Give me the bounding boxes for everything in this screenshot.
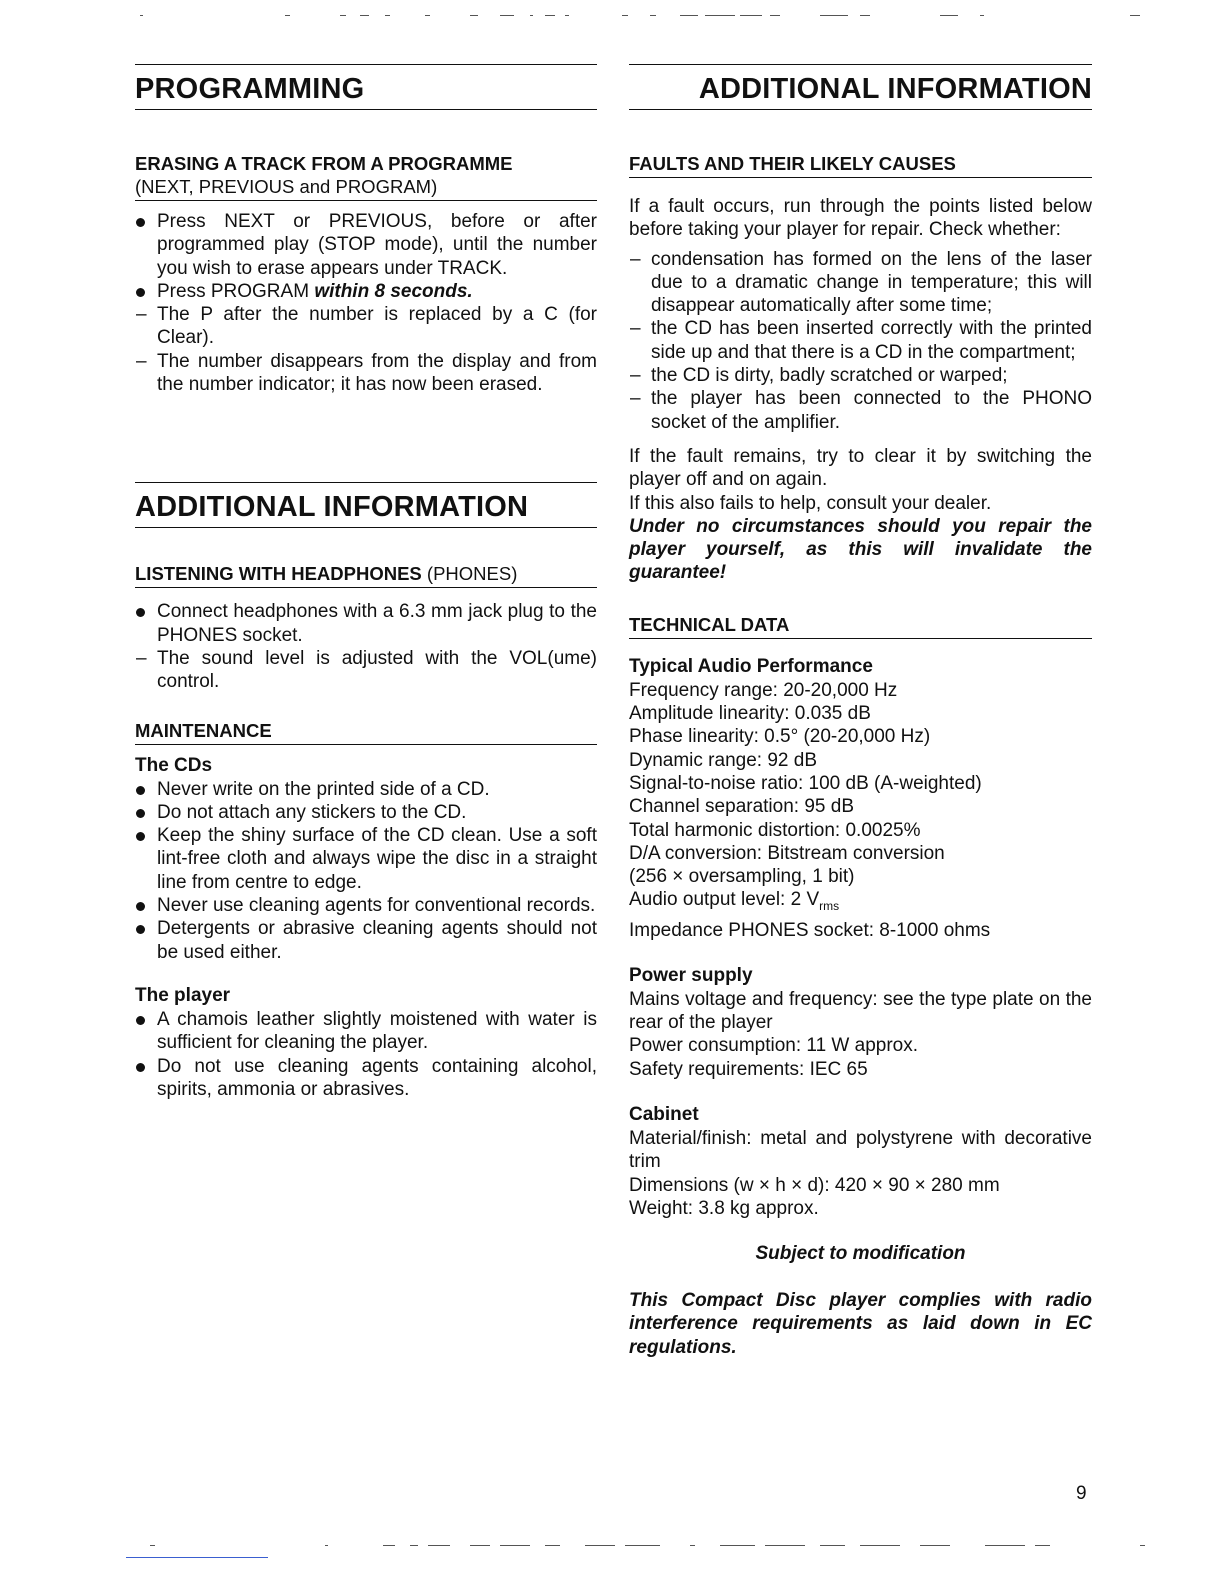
spec-line: Total harmonic distortion: 0.0025% bbox=[629, 819, 921, 841]
spec-line: Mains voltage and frequency: see the type plate on the rear of the player bbox=[629, 988, 1092, 1034]
list-item: Detergents or abrasive cleaning agents should not be used either. bbox=[135, 917, 597, 964]
bullet-icon bbox=[136, 832, 145, 841]
additional-info-header-left bbox=[135, 482, 597, 528]
maintenance-section bbox=[135, 719, 597, 1102]
bullet-icon bbox=[136, 288, 145, 297]
spec-line: Phase linearity: 0.5° (20-20,000 Hz) bbox=[629, 726, 931, 748]
bullet-icon bbox=[136, 218, 145, 227]
faults-paragraph-2: If this also fails to help, consult your dealer. bbox=[629, 492, 992, 514]
list-item: – The P after the number is replaced by a C (for Clear). bbox=[136, 304, 597, 349]
spec-line: Weight: 3.8 kg approx. bbox=[629, 1197, 819, 1219]
erasing-title: ERASING A TRACK FROM A PROGRAMME bbox=[135, 153, 513, 174]
spec-line: Amplitude linearity: 0.035 dB bbox=[629, 703, 871, 725]
bullet-icon bbox=[136, 608, 145, 617]
list-item: – the CD has been inserted correctly with the printed side up and that there is a CD in the compartment; bbox=[630, 318, 1092, 363]
spec-line: D/A conversion: Bitstream conversion bbox=[629, 842, 945, 864]
spec-line: Dimensions (w × h × d): 420 × 90 × 280 mm bbox=[629, 1174, 1000, 1196]
list-item: Do not use cleaning agents containing alcohol, spirits, ammonia or abrasives. bbox=[135, 1055, 597, 1102]
technical-data-section bbox=[629, 613, 1092, 1359]
headphones-heading bbox=[135, 562, 597, 588]
power-supply-subheading: Power supply bbox=[629, 964, 753, 986]
bullet-icon bbox=[136, 1063, 145, 1072]
list-item: – The number disappears from the display and from the number indicator; it has now been erased. bbox=[136, 350, 597, 396]
bullet-icon bbox=[136, 902, 145, 911]
subject-to-modification: Subject to modification bbox=[755, 1243, 966, 1265]
list-item: A chamois leather slightly moistened with water is sufficient for cleaning the player. bbox=[135, 1008, 597, 1055]
additional-info-header-right bbox=[629, 64, 1092, 110]
technical-data-heading: TECHNICAL DATA bbox=[629, 613, 1092, 639]
spec-line: Dynamic range: 92 dB bbox=[629, 749, 817, 771]
programming-title: PROGRAMMING bbox=[135, 73, 365, 105]
spec-line: Signal-to-noise ratio: 100 dB (A-weighted) bbox=[629, 772, 982, 794]
faults-intro: If a fault occurs, run through the points listed below before taking your player for repair. Check whether: bbox=[629, 196, 1092, 241]
bullet-icon bbox=[136, 809, 145, 818]
page-number: 9 bbox=[1076, 1483, 1087, 1504]
spec-line-audio-output: Audio output level: 2 $V_{rms}$ bbox=[629, 889, 840, 914]
scan-edge-line bbox=[126, 1557, 268, 1558]
bullet-icon bbox=[136, 1016, 145, 1025]
list-item: – the CD is dirty, badly scratched or warped; bbox=[630, 365, 1008, 387]
erasing-note: (NEXT, PREVIOUS and PROGRAM) bbox=[135, 176, 438, 197]
additional-info-title-left: ADDITIONAL INFORMATION bbox=[135, 491, 529, 524]
additional-info-title-right: ADDITIONAL INFORMATION bbox=[698, 73, 1092, 105]
list-item: – condensation has formed on the lens of the laser due to a dramatic change in temperature; this will disappear automatically after some time; bbox=[630, 248, 1092, 317]
compliance-statement: This Compact Disc player complies with radio interference requirements as laid down in EC regulations. bbox=[629, 1290, 1092, 1358]
list-item: Never use cleaning agents for conventional records. bbox=[135, 894, 597, 917]
spec-line: Frequency range: 20-20,000 Hz bbox=[629, 679, 898, 701]
spec-line: Channel separation: 95 dB bbox=[629, 796, 854, 818]
erasing-section bbox=[135, 152, 597, 396]
erasing-heading bbox=[135, 152, 597, 201]
list-item: Do not attach any stickers to the CD. bbox=[135, 801, 597, 824]
spec-line: (256 × oversampling, 1 bit) bbox=[629, 866, 855, 888]
right-column bbox=[629, 64, 1092, 1359]
list-item: Connect headphones with a 6.3 mm jack plug to the PHONES socket. bbox=[135, 600, 597, 647]
list-item: – The sound level is adjusted with the VOL(ume) control. bbox=[136, 647, 597, 693]
headphones-title-note: (PHONES) bbox=[421, 563, 518, 585]
list-item: Press PROGRAM within 8 seconds. bbox=[135, 280, 597, 303]
maintenance-heading: MAINTENANCE bbox=[135, 719, 597, 745]
faults-section bbox=[629, 152, 1092, 585]
list-item: Press NEXT or PREVIOUS, before or after programmed play (STOP mode), until the number you wish to erase appears under TRACK. bbox=[135, 210, 597, 280]
faults-paragraph-1: If the fault remains, try to clear it by switching the player off and on again. bbox=[629, 445, 1092, 491]
spec-line: Impedance PHONES socket: 8-1000 ohms bbox=[629, 919, 991, 941]
spec-line: Safety requirements: IEC 65 bbox=[629, 1058, 868, 1080]
faults-heading: FAULTS AND THEIR LIKELY CAUSES bbox=[629, 152, 1092, 178]
cds-subheading: The CDs bbox=[135, 754, 213, 776]
list-item: Never write on the printed side of a CD. bbox=[135, 778, 597, 801]
programming-header bbox=[135, 64, 597, 110]
player-subheading: The player bbox=[135, 984, 231, 1006]
faults-warning: Under no circumstances should you repair the player yourself, as this will invalidate the guarantee! bbox=[629, 515, 1092, 584]
list-item: Keep the shiny surface of the CD clean. Use a soft lint-free cloth and always wipe the disc in a straight line from centre to edge. bbox=[135, 824, 597, 894]
spec-line: Material/finish: metal and polystyrene with decorative trim bbox=[629, 1128, 1092, 1173]
audio-performance-subheading: Typical Audio Performance bbox=[629, 655, 873, 677]
headphones-title: LISTENING WITH HEADPHONES bbox=[135, 563, 422, 585]
headphones-section bbox=[135, 562, 597, 693]
list-item: – the player has been connected to the PHONO socket of the amplifier. bbox=[630, 388, 1092, 433]
scan-noise-bottom bbox=[0, 1544, 1224, 1548]
spec-line: Power consumption: 11 W approx. bbox=[629, 1035, 919, 1057]
scan-noise-top bbox=[0, 14, 1224, 18]
cabinet-subheading: Cabinet bbox=[629, 1104, 699, 1125]
bullet-icon bbox=[136, 786, 145, 795]
left-column bbox=[135, 64, 597, 1101]
bullet-icon bbox=[136, 925, 145, 934]
